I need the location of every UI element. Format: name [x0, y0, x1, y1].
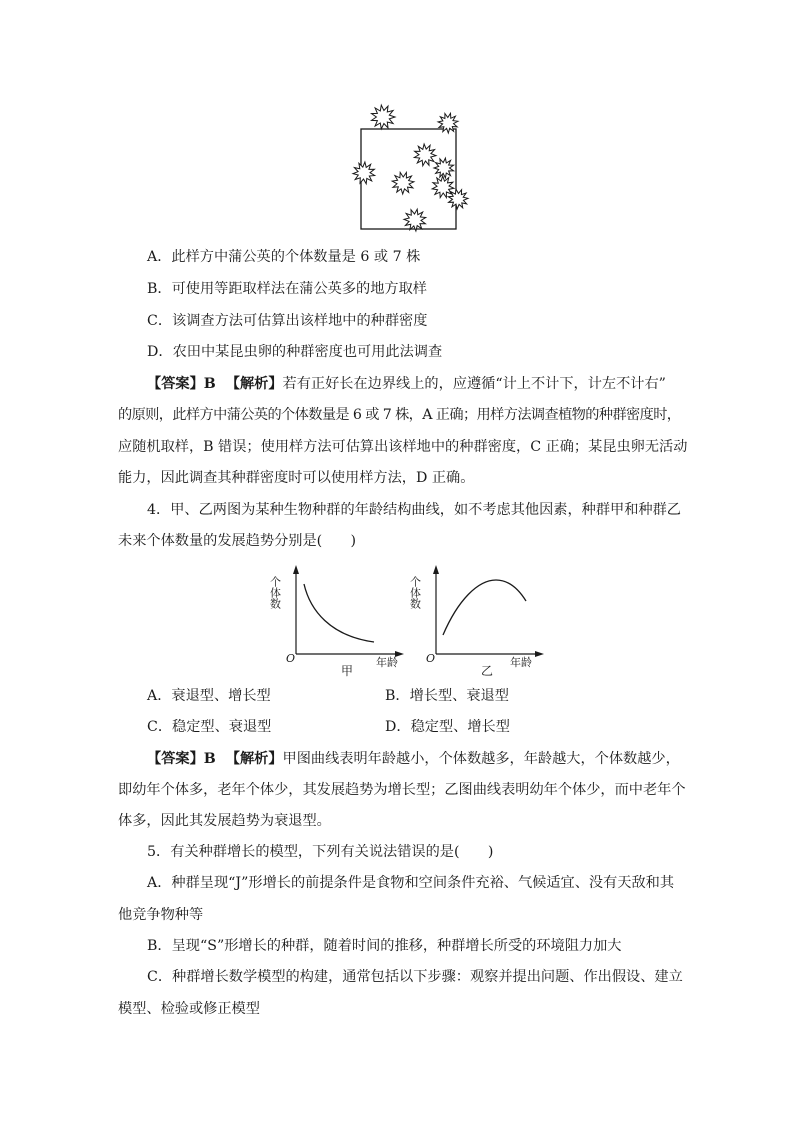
dandelion-plant — [438, 113, 458, 133]
dandelion-plant — [372, 105, 396, 129]
analysis-text: 若有正好长在边界线上的，应遵循“计上不计下，计左不计右” — [282, 376, 666, 392]
q3-option-c: C．该调查方法可估算出该样地中的种群密度 — [147, 313, 428, 329]
q3-option-a: A．此样方中蒲公英的个体数量是 6 或 7 株 — [147, 249, 421, 265]
decline-curve — [304, 584, 374, 642]
q5-option-a-line2: 他竞争物种等 — [118, 907, 204, 923]
dandelion-plant — [432, 176, 454, 198]
q4-stem-line1: 4．甲、乙两图为某种生物种群的年龄结构曲线，如不考虑其他因素，种群甲和种群乙 — [147, 502, 681, 518]
x-axis-label: 年龄 — [510, 656, 532, 669]
analysis-tag: 【解析】 — [225, 751, 283, 767]
dandelion-plant — [414, 144, 436, 166]
arch-curve — [443, 580, 526, 635]
graph-yi — [410, 562, 550, 682]
dandelion-plant — [392, 172, 414, 194]
analysis-tag: 【解析】 — [225, 376, 283, 392]
graph-jia — [270, 562, 410, 682]
caption-label: 乙 — [481, 664, 494, 678]
q5-stem: 5．有关种群增长的模型，下列有关说法错误的是( ) — [147, 844, 494, 860]
dandelion-plant — [404, 209, 426, 231]
dandelion-plant — [448, 189, 468, 209]
origin-label: O — [286, 652, 296, 665]
q5-option-c-line2: 模型、检验或修正模型 — [118, 1001, 260, 1017]
answer-tag: 【答案】B — [147, 376, 216, 392]
y-axis-label: 个体数 — [268, 576, 282, 609]
q3-answer-line1 — [147, 374, 666, 394]
dandelion-plant — [353, 162, 375, 184]
quadrat-figure — [340, 95, 480, 240]
q5-option-b: B．呈现“S”形增长的种群，随着时间的推移，种群增长所受的环境阻力加大 — [147, 938, 622, 954]
q4-answer-line2: 即幼年个体多，老年个体少，其发展趋势为增长型；乙图曲线表明幼年个体少，而中老年个 — [118, 782, 686, 798]
q3-answer-line4: 能力，因此调查其种群密度时可以使用样方法，D 正确。 — [118, 470, 475, 486]
y-axis-label: 个体数 — [408, 576, 422, 609]
q3-answer-line3: 应随机取样，B 错误；使用样方法可估算出该样地中的种群密度，C 正确；某昆虫卵无活动 — [118, 439, 688, 455]
analysis-text: 甲图曲线表明年龄越小，个体数越多，年龄越大，个体数越少， — [282, 751, 680, 767]
answer-tag: 【答案】B — [147, 751, 216, 767]
q5-option-a-line1: A．种群呈现“J”形增长的前提条件是食物和空间条件充裕、气候适宜、没有天敌和其 — [147, 875, 675, 891]
q4-option-c: C．稳定型、衰退型 — [147, 719, 272, 735]
q3-option-b: B．可使用等距取样法在蒲公英多的地方取样 — [147, 281, 427, 297]
dandelion-plant — [434, 158, 454, 178]
q5-option-c-line1: C．种群增长数学模型的构建，通常包括以下步骤：观察并提出问题、作出假设、建立 — [147, 969, 683, 985]
q4-option-d: D．稳定型、增长型 — [385, 719, 510, 735]
origin-label: O — [426, 652, 436, 665]
q4-option-a: A．衰退型、增长型 — [147, 688, 271, 704]
q3-option-d: D．农田中某昆虫卵的种群密度也可用此法调查 — [147, 344, 443, 360]
x-axis-label: 年龄 — [376, 656, 398, 669]
q3-answer-line2: 的原则，此样方中蒲公英的个体数量是 6 或 7 株，A 正确；用样方法调查植物的种群密度时， — [118, 407, 681, 423]
q4-option-b: B．增长型、衰退型 — [385, 688, 509, 704]
caption-label: 甲 — [341, 664, 354, 678]
q4-stem-line2: 未来个体数量的发展趋势分别是( ) — [118, 533, 357, 549]
q4-answer-line1 — [147, 749, 680, 769]
q4-answer-line3: 体多，因此其发展趋势为衰退型。 — [118, 813, 331, 829]
